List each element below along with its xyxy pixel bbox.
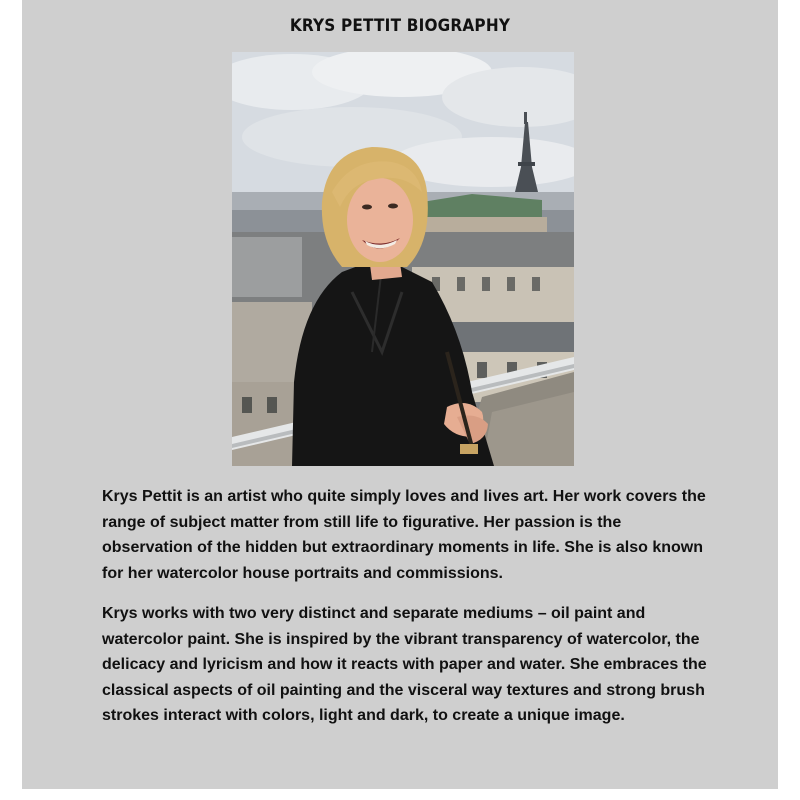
biography-text xyxy=(102,484,712,744)
portrait-photo xyxy=(232,52,574,466)
page-title: KRYS PETTIT BIOGRAPHY xyxy=(289,16,511,36)
bio-paragraph-1: Krys Pettit is an artist who quite simply loves and lives art. Her work covers the range of subject matter from still life to figurative. Her passion is the observation of the hidden but extraordinary moments in life. She is also known for her watercolor house portraits and commissions. xyxy=(102,488,706,582)
biography-panel xyxy=(22,0,778,789)
bio-paragraph-2: Krys works with two very distinct and separate mediums – oil paint and watercolor paint. She is inspired by the vibrant transparency of watercolor, the delicacy and lyricism and how it reacts with paper and water. She embraces the classical aspects of oil painting and the visceral way textures and strong brush strokes interact with colors, light and dark, to create a unique image. xyxy=(102,605,707,724)
